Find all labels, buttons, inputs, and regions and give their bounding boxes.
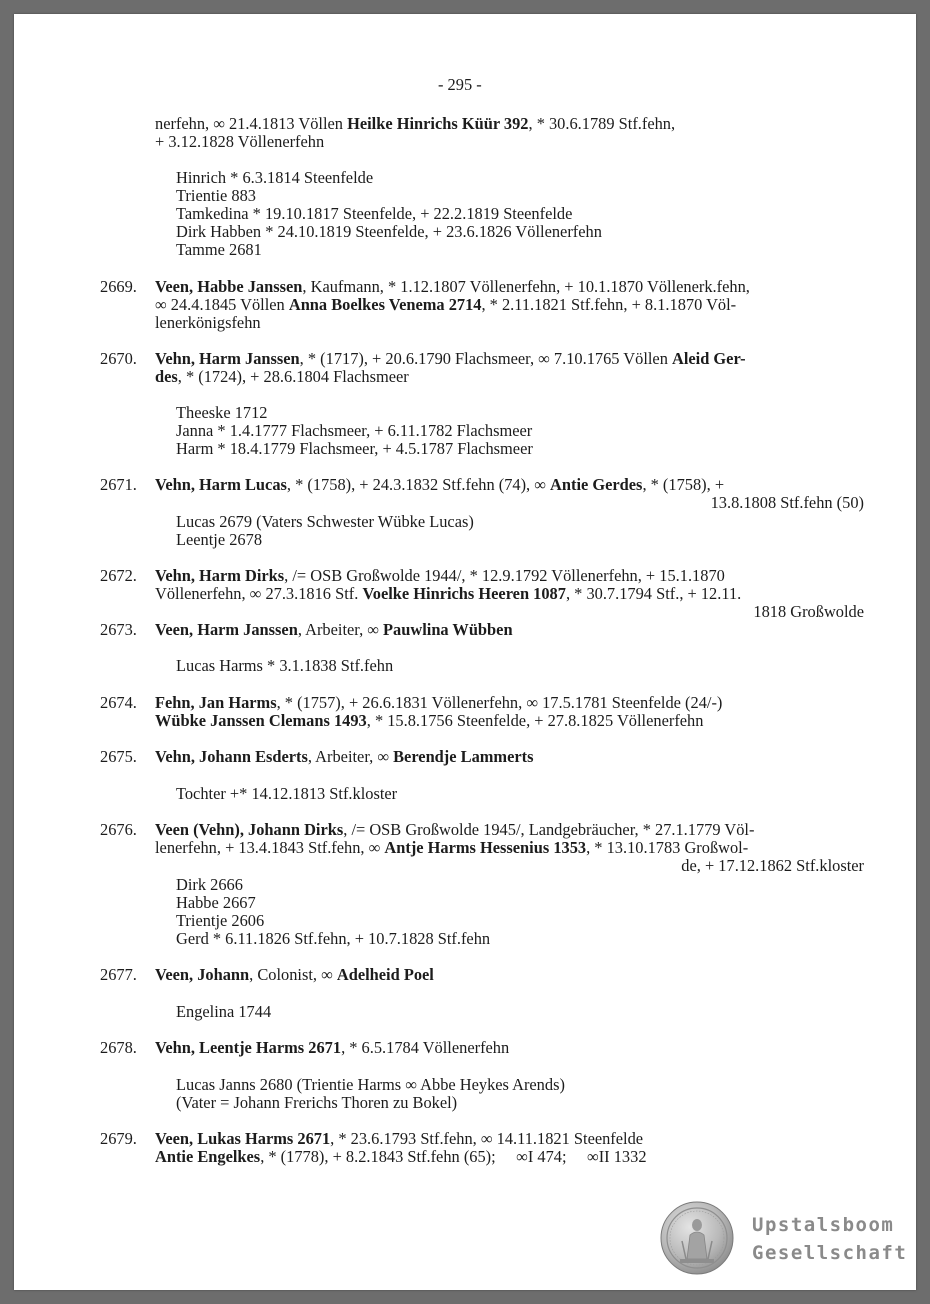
document-page	[14, 14, 916, 1290]
entry-number: 2676.	[100, 820, 137, 839]
continuation-line-2: + 3.12.1828 Völlenerfehn	[155, 132, 325, 151]
entry-2671-line-2: 13.8.1808 Stf.fehn (50)	[710, 493, 864, 512]
child-line: Hinrich * 6.3.1814 Steenfelde	[176, 168, 374, 187]
child-line: Gerd * 6.11.1826 Stf.fehn, + 10.7.1828 Stf.fehn	[176, 929, 491, 948]
entry-2672-line-2: Völlenerfehn, ∞ 27.3.1816 Stf. Voelke Hinrichs Heeren 1087, * 30.7.1794 Stf., + 12.11.	[155, 584, 742, 603]
entry-2669-line-2: ∞ 24.4.1845 Völlen Anna Boelkes Venema 2714, * 2.11.1821 Stf.fehn, + 8.1.1870 Völ-	[155, 295, 737, 314]
entry-2674-line-1: Fehn, Jan Harms, * (1757), + 26.6.1831 Völlenerfehn, ∞ 17.5.1781 Steenfelde (24/-)	[155, 693, 723, 712]
entry-2678-line-1: Vehn, Leentje Harms 2671, * 6.5.1784 Völlenerfehn	[155, 1038, 510, 1057]
child-line: Lucas Harms * 3.1.1838 Stf.fehn	[176, 656, 394, 675]
entry-number: 2678.	[100, 1038, 137, 1057]
entry-2669-line-3: lenerkönigsfehn	[155, 313, 261, 332]
child-line: Theeske 1712	[176, 403, 268, 422]
child-line: Dirk Habben * 24.10.1819 Steenfelde, + 23.6.1826 Völlenerfehn	[176, 222, 602, 241]
watermark-line-2: Gesellschaft	[752, 1242, 908, 1264]
entry-number: 2677.	[100, 965, 137, 984]
entry-2679-line-2: Antie Engelkes, * (1778), + 8.2.1843 Stf.fehn (65); ∞I 474; ∞II 1332	[155, 1147, 647, 1166]
entry-2676-line-3: de, + 17.12.1862 Stf.kloster	[681, 856, 864, 875]
entry-2669-line-1: Veen, Habbe Janssen, Kaufmann, * 1.12.1807 Völlenerfehn, + 10.1.1870 Völlenerk.fehn,	[155, 277, 750, 296]
child-line: Dirk 2666	[176, 875, 243, 894]
entry-number: 2672.	[100, 566, 137, 585]
page-number: - 295 -	[438, 75, 482, 94]
entry-number: 2671.	[100, 475, 137, 494]
entry-2672-line-3: 1818 Großwolde	[753, 602, 864, 621]
entry-2674-line-2: Wübke Janssen Clemans 1493, * 15.8.1756 Steenfelde, + 27.8.1825 Völlenerfehn	[155, 711, 704, 730]
child-line: Lucas 2679 (Vaters Schwester Wübke Lucas)	[176, 512, 474, 531]
entry-2671-line-1: Vehn, Harm Lucas, * (1758), + 24.3.1832 Stf.fehn (74), ∞ Antie Gerdes, * (1758), +	[155, 475, 725, 494]
child-line: Tamkedina * 19.10.1817 Steenfelde, + 22.2.1819 Steenfelde	[176, 204, 573, 223]
seal-icon	[660, 1201, 734, 1275]
child-line: (Vater = Johann Frerichs Thoren zu Bokel)	[176, 1093, 458, 1112]
entry-2670-line-1: Vehn, Harm Janssen, * (1717), + 20.6.1790 Flachsmeer, ∞ 7.10.1765 Völlen Aleid Ger-	[155, 349, 746, 368]
entry-2673-line-1: Veen, Harm Janssen, Arbeiter, ∞ Pauwlina Wübben	[155, 620, 513, 639]
entry-number: 2673.	[100, 620, 137, 639]
child-line: Harm * 18.4.1779 Flachsmeer, + 4.5.1787 Flachsmeer	[176, 439, 533, 458]
child-line: Tamme 2681	[176, 240, 262, 259]
entry-2675-line-1: Vehn, Johann Esderts, Arbeiter, ∞ Berendje Lammerts	[155, 747, 534, 766]
entry-2677-line-1: Veen, Johann, Colonist, ∞ Adelheid Poel	[155, 965, 434, 984]
child-line: Leentje 2678	[176, 530, 263, 549]
watermark-line-1: Upstalsboom	[752, 1214, 895, 1236]
entry-2676-line-2: lenerfehn, + 13.4.1843 Stf.fehn, ∞ Antje Harms Hessenius 1353, * 13.10.1783 Großwol-	[155, 838, 749, 857]
entry-2670-line-2: des, * (1724), + 28.6.1804 Flachsmeer	[155, 367, 409, 386]
entry-2672-line-1: Vehn, Harm Dirks, /= OSB Großwolde 1944/, * 12.9.1792 Völlenerfehn, + 15.1.1870	[155, 566, 725, 585]
entry-number: 2675.	[100, 747, 137, 766]
entry-number: 2670.	[100, 349, 137, 368]
child-line: Tochter +* 14.12.1813 Stf.kloster	[176, 784, 398, 803]
child-line: Janna * 1.4.1777 Flachsmeer, + 6.11.1782 Flachsmeer	[176, 421, 533, 440]
entry-2676-line-1: Veen (Vehn), Johann Dirks, /= OSB Großwolde 1945/, Landgebräucher, * 27.1.1779 Völ-	[155, 820, 755, 839]
child-line: Trientje 2606	[176, 911, 265, 930]
child-line: Habbe 2667	[176, 893, 256, 912]
child-line: Lucas Janns 2680 (Trientie Harms ∞ Abbe Heykes Arends)	[176, 1075, 565, 1094]
child-line: Engelina 1744	[176, 1002, 272, 1021]
child-line: Trientie 883	[176, 186, 256, 205]
continuation-line-1: nerfehn, ∞ 21.4.1813 Völlen Heilke Hinrichs Küür 392, * 30.6.1789 Stf.fehn,	[155, 114, 676, 133]
entry-number: 2674.	[100, 693, 137, 712]
entry-number: 2669.	[100, 277, 137, 296]
entry-number: 2679.	[100, 1129, 137, 1148]
entry-2679-line-1: Veen, Lukas Harms 2671, * 23.6.1793 Stf.fehn, ∞ 14.11.1821 Steenfelde	[155, 1129, 644, 1148]
